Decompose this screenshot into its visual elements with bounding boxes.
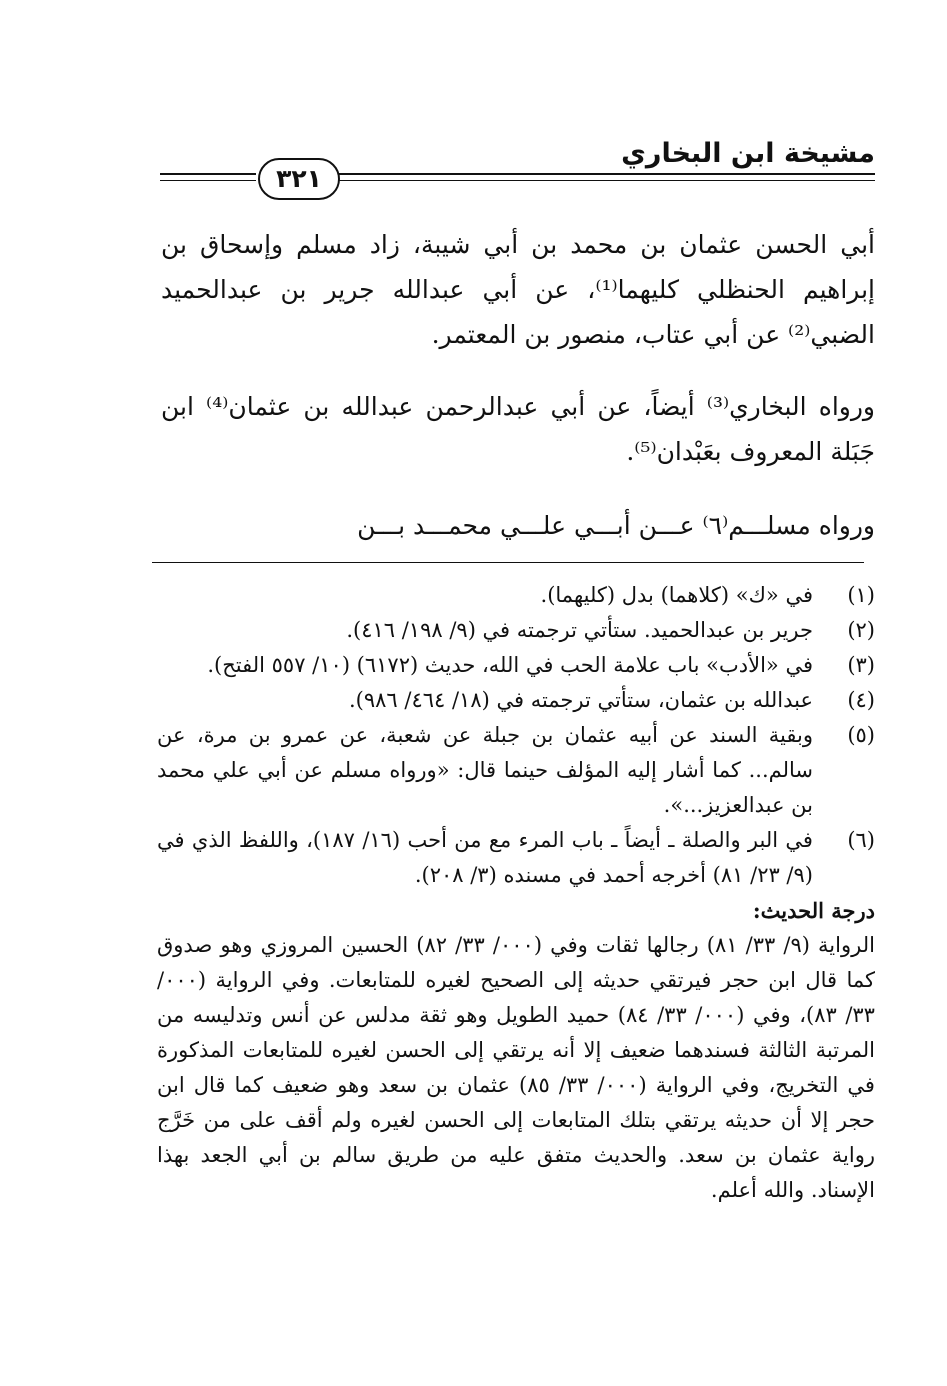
footnote — [157, 613, 875, 648]
header-rule-left-top — [160, 173, 256, 175]
main-paragraph: ورواه البخاري⁽³⁾ أيضاً، عن أبي عبدالرحمن عبدالله بن عثمان⁽⁴⁾ ابن جَبَلة المعروف بعَبْدان⁽⁵⁾. — [161, 392, 875, 466]
footnote-number: (٥) — [847, 723, 875, 747]
footnote-number: (٦) — [847, 828, 875, 852]
page-number: ٣٢١ — [258, 158, 340, 200]
footnote-number: (٤) — [847, 688, 875, 712]
footnote-number: (٢) — [847, 618, 875, 642]
hadith-grade-title: درجة الحديث: — [752, 898, 875, 923]
footnote-text: جرير بن عبدالحميد. ستأتي ترجمته في (٩/ ١٩٨/ ٤١٦). — [346, 618, 813, 642]
footnote-text: في «الأدب» باب علامة الحب في الله، حديث (٦١٧٢) (١٠/ ٥٥٧ الفتح). — [207, 653, 813, 677]
footnote — [157, 823, 875, 893]
footnote-text: في «ك» (كلاهما) بدل (كليهما). — [540, 583, 813, 607]
footnote-text: في البر والصلة ـ أيضاً ـ باب المرء مع من أحب (١٦/ ١٨٧)، واللفظ الذي في (٩/ ٢٣/ ٨١) أخرجه أحمد في مسنده (٣/ ٢٠٨). — [157, 828, 813, 887]
main-text-3 — [161, 503, 875, 548]
running-header-title: مشيخة ابن البخاري — [621, 138, 875, 169]
header-rule-right-top — [338, 173, 875, 175]
footnote — [157, 718, 875, 823]
footnote-text: عبدالله بن عثمان، ستأتي ترجمته في (١٨/ ٤٦٤/ ٩٨٦). — [348, 688, 813, 712]
main-text-2 — [161, 384, 875, 474]
footnote-text: وبقية السند عن أبيه عثمان بن جبلة عن شعبة، عن عمرو بن مرة، عن سالم... كما أشار إليه المؤلف حينما قال: «ورواه مسلم عن أبي علي محمد بن عبدالعزيز...». — [157, 723, 813, 817]
footnote — [157, 648, 875, 683]
footnote-number: (١) — [847, 583, 875, 607]
footnote — [157, 578, 875, 613]
footnote — [157, 683, 875, 718]
footnote-number: (٣) — [847, 653, 875, 677]
header-rule-left-bottom — [160, 180, 256, 181]
main-paragraph: ورواه مسلـــم⁽٦⁾ عـــن أبـــي علـــي محمـــد بـــن — [357, 511, 875, 540]
main-paragraph: أبي الحسن عثمان بن محمد بن أبي شيبة، زاد مسلم وإسحاق بن إبراهيم الحنظلي كليهما⁽¹⁾، عن أبي عبدالله جرير بن عبدالحميد الضبي⁽²⁾ عن أبي عتاب، منصور بن المعتمر. — [161, 230, 875, 349]
header-rule-right-bottom — [338, 180, 875, 181]
footnote-separator — [152, 562, 864, 563]
main-text-1 — [161, 222, 875, 357]
hadith-grade-text: الرواية (٩/ ٣٣/ ٨١) رجالها ثقات وفي (٠٠٠/ ٣٣/ ٨٢) الحسين المروزي وهو صدوق كما قال ابن حجر فيرتقي حديثه إلى الصحيح لغيره للمتابعات. وفي الرواية (٠٠٠/ ٣٣/ ٨٣)، وفي (٠٠٠/ ٣٣/ ٨٤) حميد الطويل وهو ثقة مدلس عن أنس وتدليسه من المرتبة الثالثة فسندهما ضعيف إلا أنه يرتقي إلى الحسن لغيره للمتابعات المذكورة في التخريج، وفي الرواية (٠٠٠/ ٣٣/ ٨٥) عثمان بن سعد وهو ضعيف كما قال ابن حجر إلا أن حديثه يرتقي بتلك المتابعات إلى الحسن لغيره ولم أقف على من خَرَّج رواية عثمان بن سعد. والحديث متفق عليه من طريق سالم بن أبي الجعد بهذا الإسناد. والله أعلم. — [157, 933, 875, 1202]
footnotes — [157, 578, 875, 1208]
